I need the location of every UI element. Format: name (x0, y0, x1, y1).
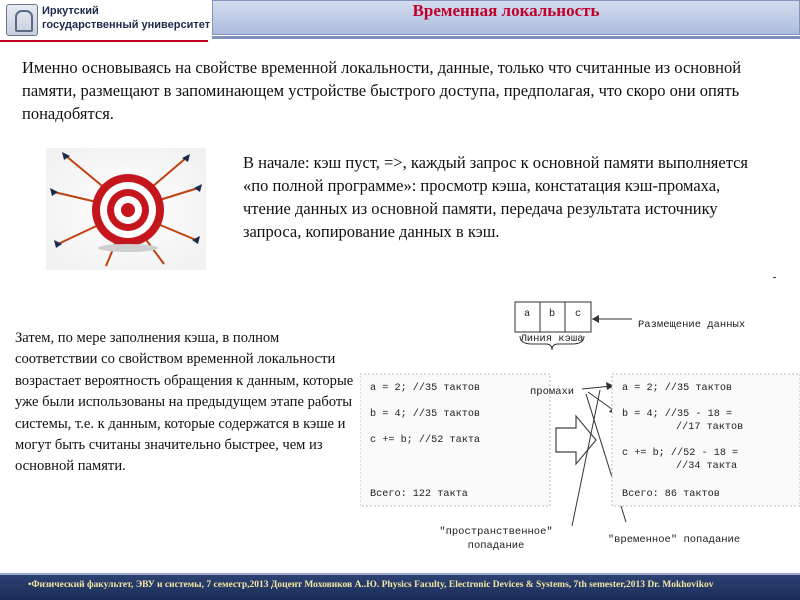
target-image (46, 148, 206, 270)
footer-bar (0, 573, 800, 600)
misses-label: промахи (530, 386, 575, 398)
slide-title: Временная локальность (212, 0, 800, 35)
logo-line-2: государственный университет (42, 19, 211, 31)
cache-cell-b: b (548, 309, 556, 320)
right-code-line-2b: //17 тактов (676, 422, 744, 433)
right-code-line-3a: c += b; //52 - 18 = (622, 448, 739, 459)
footer-text: •Физический факультет, ЭВУ и системы, 7 семестр,2013 Доцент Моховиков А..Ю. Physics Faculty, Electronic Devices & Systems, 7th semester,2013 Dr. Mokhovikov (28, 580, 714, 590)
placement-label: Размещение данных (638, 319, 746, 331)
university-emblem-icon (6, 4, 38, 36)
right-code-total: Всего: 86 тактов (622, 489, 720, 500)
right-code-line-1: a = 2; //35 тактов (622, 383, 733, 394)
target-shadow (98, 244, 158, 252)
logo-line-1: Иркутский (42, 5, 99, 17)
cache-cell-c: c (574, 309, 582, 320)
university-logo (0, 0, 211, 41)
target-bullseye (121, 203, 135, 217)
left-code-line-3: c += b; //52 такта (370, 435, 481, 446)
spatial-hit-label-2: попадание (467, 540, 525, 552)
cache-diagram (360, 290, 800, 580)
cache-cell-a: a (523, 309, 531, 320)
left-code-total: Всего: 122 такта (370, 489, 468, 500)
left-code-line-2: b = 4; //35 тактов (370, 409, 481, 420)
cache-line-label: Линия кэша (520, 333, 584, 345)
placement-arrowhead (592, 315, 599, 323)
slide-dash (773, 277, 776, 278)
temporal-hit-label: "временное" попадание (607, 534, 741, 546)
intro-paragraph: Именно основываясь на свойстве временной локальности, данные, только что считанные из основной памяти, размещают в запоминающем устройстве быстрого доступа, предполагая, что скоро они опять понадобятся. (22, 58, 742, 123)
right-code-line-2a: b = 4; //35 - 18 = (622, 409, 733, 420)
title-underline (212, 36, 800, 39)
spatial-hit-label-1: "пространственное" (439, 526, 553, 538)
warm-cache-paragraph: Затем, по мере заполнения кэша, в полном соответствии со свойством временной локальности возрастает вероятность обращения к данным, которые уже были использованы на предыдущем этапе работы системы, т.е. к данным, которые содержатся в кэше и могут быть считаны значительно быстрее, чем из основной памяти. (15, 330, 354, 475)
header-divider (0, 40, 208, 42)
right-code-line-3b: //34 такта (676, 461, 738, 472)
left-code-line-1: a = 2; //35 тактов (370, 383, 481, 394)
cold-cache-paragraph: В начале: кэш пуст, =>, каждый запрос к основной памяти выполняется «по полной программе»: просмотр кэша, констатация кэш-промаха, чтение данных из основной памяти, передача результата источнику запроса, копирование данных в кэш. (243, 153, 749, 241)
